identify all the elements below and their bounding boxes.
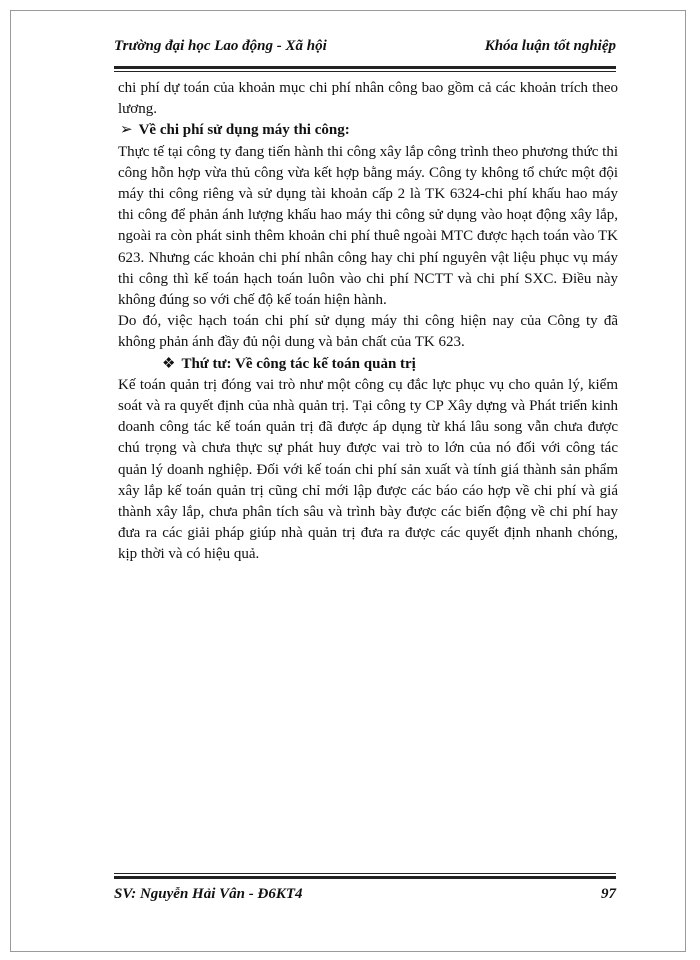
header-rule-thin [114, 71, 616, 72]
footer-rule-thick [114, 876, 616, 879]
arrow-bullet-icon: ➢ [120, 122, 133, 139]
paragraph-machine-cost: Thực tế tại công ty đang tiến hành thi công xây lắp công trình theo phương thức thi công hỗn hợp vừa thủ công vừa kết hợp bằng máy. Công ty không tổ chức một đội máy thi công riêng và sử dụng tài khoản cấp 2 là TK 6324-chi phí khấu hao máy thi công để phản ánh lượng khấu hao máy thi công sử dụng vào hoạt động xây lắp, ngoài ra còn phát sinh thêm khoản chi phí thuê ngoài MTC được hạch toán vào TK 623. Nhưng các khoản chi phí nhân công hay chi phí nguyên vật liệu phục vụ máy thi công thì kế toán hạch toán luôn vào chi phí NCTT và chi phí SXC. Điều này không đúng so với chế độ kế toán hiện hành. [118, 143, 618, 309]
section-heading-text: Thứ tư: Về công tác kế toán quản trị [181, 355, 416, 372]
section-heading-management-accounting [118, 354, 618, 375]
section-heading-machine-cost [118, 120, 618, 141]
paragraph-management-accounting: Kế toán quản trị đóng vai trò như một công cụ đắc lực phục vụ cho quản lý, kiểm soát và ra quyết định của nhà quản trị. Tại công ty CP Xây dựng và Phát triển kinh doanh công tác kế toán quản trị đã được áp dụng từ khá lâu song vẫn chưa được chú trọng và chưa thực sự phát huy được vai trò to lớn của nó đối với công tác quản lý doanh nghiệp. Đối với kế toán chi phí sản xuất và tính giá thành sản phẩm xây lắp kế toán quản trị cũng chỉ mới lập được các báo cáo hợp về chi phí và giá thành xây lắp, chưa phân tích sâu và trình bày được các biến động về chi phí hay đưa ra các giải pháp giúp nhà quản trị đưa ra được các quyết định nhanh chóng, kịp thời và có hiệu quả. [118, 376, 618, 563]
paragraph-labor-cost: chi phí dự toán của khoản mục chi phí nhân công bao gồm cả các khoản trích theo lương. [118, 80, 618, 118]
page-header [114, 34, 616, 66]
header-document-type: Khóa luận tốt nghiệp [484, 38, 616, 54]
page-number: 97 [601, 886, 616, 902]
page-footer [114, 880, 616, 908]
diamond-bullet-icon: ❖ [162, 355, 176, 372]
document-body [118, 78, 618, 566]
footer-rule-thin [114, 873, 616, 874]
header-university: Trường đại học Lao động - Xã hội [114, 38, 327, 54]
header-rule-thick [114, 66, 616, 69]
footer-student: SV: Nguyễn Hải Vân - Đ6KT4 [114, 886, 303, 902]
section-heading-text: Về chi phí sử dụng máy thi công: [138, 122, 350, 139]
paragraph-machine-conclusion: Do đó, việc hạch toán chi phí sử dụng máy thi công hiện nay của Công ty đã không phản ánh đầy đủ nội dung và bản chất của TK 623. [118, 313, 618, 351]
